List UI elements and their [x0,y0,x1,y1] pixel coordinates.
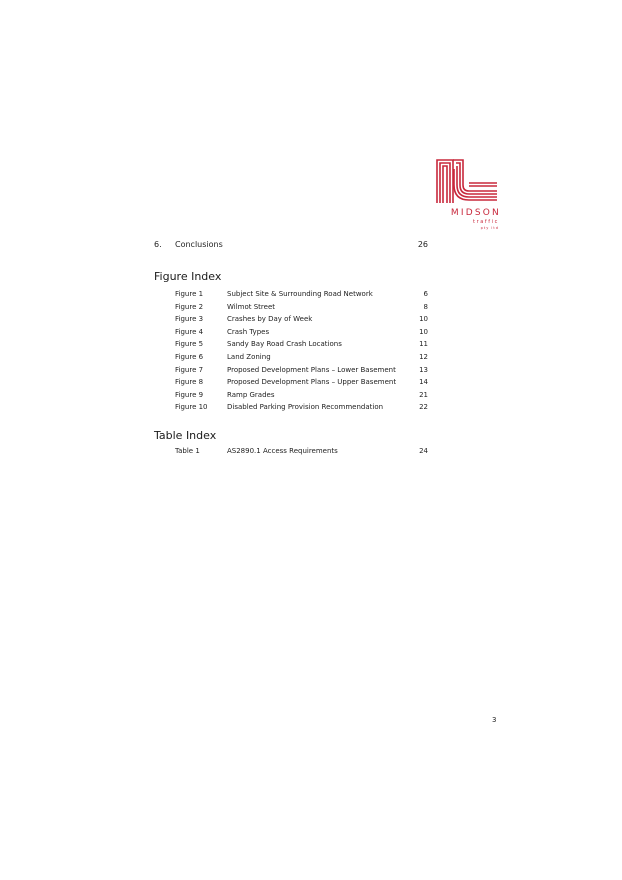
table-index-entry-page: 24 [419,447,428,455]
figure-index-entry-page: 8 [423,302,428,311]
figure-index-entry-id: Figure 8 [175,378,204,387]
figure-index-entry-page: 12 [419,352,428,361]
table-index-list [175,445,428,458]
figure-index-entry-id: Figure 5 [175,340,204,349]
figure-index-entry[interactable] [175,376,428,389]
figure-index-entry-id: Figure 7 [175,365,204,374]
figure-index-entry-id: Figure 6 [175,352,204,361]
figure-index-entry-label: Crash Types [227,327,270,336]
figure-index-entry-id: Figure 9 [175,390,204,399]
table-index-entry-label: AS2890.1 Access Requirements [227,447,338,455]
figure-index-entry-label: Proposed Development Plans – Lower Basement [227,365,396,374]
figure-index-entry[interactable] [175,313,428,326]
page-number: 3 [492,716,497,724]
figure-index-entry-label: Proposed Development Plans – Upper Basement [227,378,397,387]
figure-index-entry-label: Wilmot Street [227,302,275,311]
figure-index-entry-label: Crashes by Day of Week [227,315,313,324]
figure-index-entry-id: Figure 1 [175,290,204,298]
figure-index-entry[interactable] [175,338,428,351]
figure-index-entry-page: 10 [419,327,428,336]
figure-index-heading: Figure Index [154,270,222,283]
logo-suffix: pty ltd [480,226,499,230]
figure-index-entry[interactable] [175,301,428,314]
table-index-entry[interactable] [175,445,428,458]
figure-index-entry[interactable] [175,351,428,364]
figure-index-entry-page: 11 [419,340,428,349]
table-index-heading: Table Index [154,429,217,442]
midson-logo-icon [433,155,503,205]
logo-wordmark: MIDSON [450,208,501,218]
figure-index-entry[interactable] [175,288,428,301]
toc-entry-page: 26 [417,240,428,249]
figure-index-entry[interactable] [175,401,428,414]
figure-index-entry[interactable] [175,326,428,339]
figure-index-entry-page: 22 [419,403,428,412]
figure-index-entry-label: Ramp Grades [227,390,275,399]
logo-subtitle: traffic [473,219,499,225]
figure-index-entry[interactable] [175,389,428,402]
figure-index-entry-label: Sandy Bay Road Crash Locations [227,340,342,349]
figure-index-entry-label: Subject Site & Surrounding Road Network [227,290,373,298]
figure-index-entry-page: 21 [419,390,428,399]
figure-index-entry-label: Land Zoning [227,352,271,361]
figure-index-list [175,288,428,414]
table-index-entry-id: Table 1 [175,447,200,455]
figure-index-entry-id: Figure 4 [175,327,204,336]
figure-index-entry-page: 14 [419,378,428,387]
figure-index-entry-label: Disabled Parking Provision Recommendation [227,403,384,412]
figure-index-entry-page: 10 [419,315,428,324]
figure-index-entry[interactable] [175,364,428,377]
toc-entry-label: Conclusions [175,240,223,249]
figure-index-entry-id: Figure 2 [175,302,204,311]
figure-index-entry-page: 13 [419,365,428,374]
figure-index-entry-id: Figure 10 [175,403,208,412]
figure-index-entry-page: 6 [423,290,428,298]
figure-index-entry-id: Figure 3 [175,315,204,324]
toc-entry-number: 6. [154,240,162,249]
